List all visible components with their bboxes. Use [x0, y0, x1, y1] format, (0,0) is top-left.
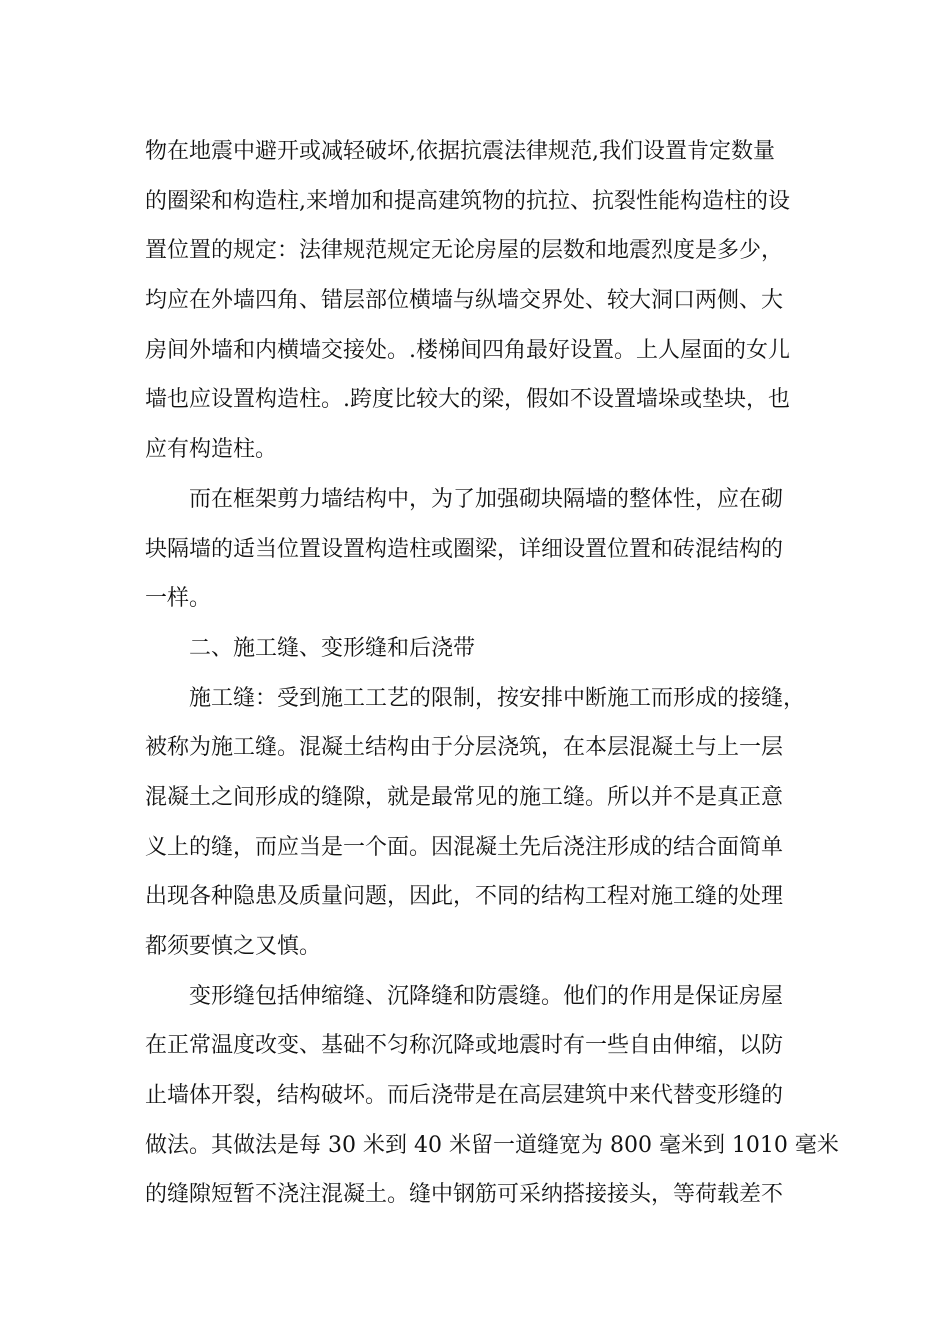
- text-line: 均应在外墙四角、错层部位横墙与纵墙交界处、较大洞口两侧、大: [145, 288, 784, 314]
- text-line: 置位置的规定：法律规范规定无论房屋的层数和地震烈度是多少，: [145, 238, 784, 264]
- text-line: 都须要慎之又慎。: [145, 934, 322, 959]
- text-line: 做法。其做法是每 30 米到 40 米留一道缝宽为 800 毫米到 1010 毫米: [145, 1132, 839, 1158]
- text-line: 止墙体开裂，结构破坏。而后浇带是在高层建筑中来代替变形缝的: [145, 1083, 784, 1109]
- text-line: 的圈梁和构造柱,来增加和提高建筑物的抗拉、抗裂性能构造柱的设: [145, 188, 790, 214]
- heading-text: 二、施工缝、变形缝和后浇带: [189, 635, 476, 661]
- paragraph-2: [145, 475, 835, 624]
- text-line: 块隔墙的适当位置设置构造柱或圈梁，详细设置位置和砖混结构的: [145, 536, 784, 562]
- text-line: 的缝隙短暂不浇注混凝土。缝中钢筋可采纳搭接接头，等荷载差不: [145, 1182, 784, 1208]
- text-line: 变形缝包括伸缩缝、沉降缝和防震缝。他们的作用是保证房屋: [189, 983, 784, 1009]
- text-line: 墙也应设置构造柱。.跨度比较大的梁，假如不设置墙垛或垫块，也: [145, 387, 790, 413]
- text-line: 被称为施工缝。混凝土结构由于分层浇筑，在本层混凝土与上一层: [145, 735, 784, 761]
- body-text: [145, 127, 839, 1220]
- text-line: 应有构造柱。: [145, 437, 278, 463]
- text-line: 而在框架剪力墙结构中，为了加强砌块隔墙的整体性，应在砌: [189, 486, 784, 512]
- text-line: 房间外墙和内横墙交接处。.楼梯间四角最好设置。上人屋面的女儿: [145, 337, 790, 363]
- text-line: 一样。: [145, 586, 212, 612]
- paragraph-3: [145, 674, 835, 972]
- text-line: 施工缝：受到施工工艺的限制，按安排中断施工而形成的接缝，: [189, 685, 806, 711]
- text-line: 出现各种隐患及质量问题，因此，不同的结构工程对施工缝的处理: [145, 884, 784, 910]
- paragraph-4: [145, 972, 839, 1220]
- text-line: 在正常温度改变、基础不匀称沉降或地震时有一些自由伸缩，以防: [145, 1033, 784, 1059]
- text-line: 物在地震中避开或减轻破坏,依据抗震法律规范,我们设置肯定数量: [145, 139, 775, 164]
- paragraph-1: [145, 127, 835, 475]
- section-heading: [145, 624, 835, 674]
- text-line: 义上的缝，而应当是一个面。因混凝土先后浇注形成的结合面简单: [145, 834, 784, 860]
- text-line: 混凝土之间形成的缝隙，就是最常见的施工缝。所以并不是真正意: [145, 784, 784, 810]
